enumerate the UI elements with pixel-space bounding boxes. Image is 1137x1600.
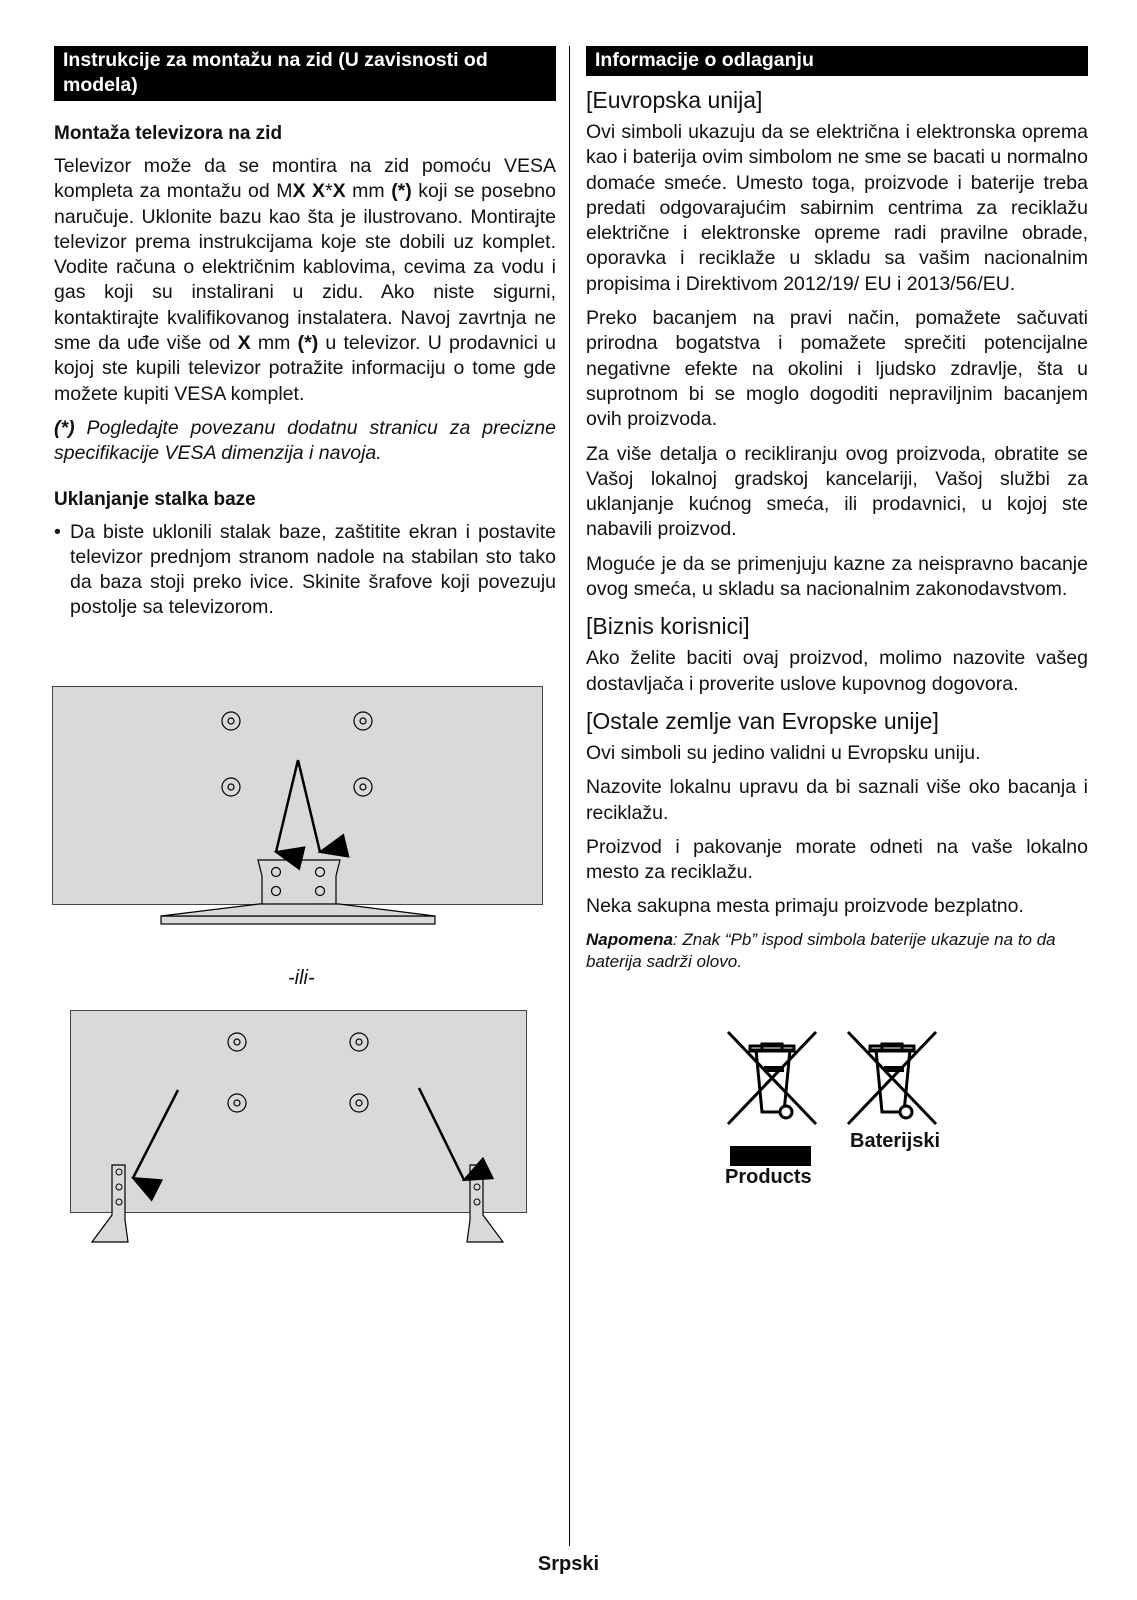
- paragraph-other-4: Neka sakupna mesta primaju proizvode bezplatno.: [586, 895, 1024, 918]
- page-footer-language: Srpski: [537, 1553, 600, 1575]
- paragraph-eu-3: Za više detalja o recikliranju ovog proizvoda, obratite se Vašoj lokalnoj gradskoj kancelariji, Vašoj službi za uklanjanje kućnog smeća, ili prodavnici, u kojoj ste nabavili proizvod.: [586, 442, 1088, 541]
- section-header-disposal: Informacije o odlaganju: [586, 46, 1088, 76]
- paragraph-eu-1: Ovi simboli ukazuju da se električna i elektronska oprema kao i baterija ovim simbolom ne sme se bacati u normalno domaće smeće. Umesto toga, proizvode i baterije treba predati odgovarajućim sabirnim centrima za reciklažu električne i elektronske opreme radi pravilne obrade, oporavka i reciklaže u skladu sa vašim nacionalnim propisima i Direktivom 2012/19/ EU i 2013/56/EU.: [586, 121, 1088, 295]
- paragraph-other-3: Proizvod i pakovanje morate odneti na vaše lokalno mesto za reciklažu.: [586, 835, 1088, 884]
- lead-note: Napomena: Znak “Pb” ispod simbola baterije ukazuje na to da baterija sadrži olovo.: [586, 929, 1056, 971]
- paragraph-eu-4: Moguće je da se primenjuju kazne za neispravno bacanje ovog smeća, u skladu sa nacionalnim zakonodavstvom.: [586, 552, 1088, 601]
- tv-back-stand-icon: [52, 686, 544, 932]
- label-products: Products: [725, 1166, 812, 1188]
- paragraph-other-2: Nazovite lokalnu upravu da bi saznali više oko bacanja i reciklažu.: [586, 776, 1088, 824]
- heading-other-countries: [Ostale zemlje van Evropske unije]: [586, 707, 939, 734]
- heading-eu: [Euvropska unija]: [586, 87, 763, 113]
- paragraph-other-1: Ovi simboli su jedino validni u Evropsku uniju.: [586, 741, 981, 764]
- subheading-wall-mount: Montaža televizora na zid: [54, 123, 283, 144]
- paragraph-eu-2: Preko bacanjem na pravi način, pomažete sačuvati prirodna bogatstva i pomažete sprečiti potencijalne negativne efekte na okolini i ljudsko zdravlje, šta u suprotnom bi se moglo dogoditi nepraviljnim bacanjem ovih proizvoda.: [586, 307, 1088, 431]
- column-divider: [569, 46, 570, 1546]
- left-column: [54, 46, 556, 630]
- paragraph-wall-mount: Televizor može da se montira na zid pomoću VESA kompleta za montažu od MX X*X mm (*) koji se posebno naručuje. Uklonite bazu kao šta je ilustrovano. Montirajte televizor prema instrukcijama koje ste dobili uz komplet. Vodite računa o električnim kablovima, cevima za vodu i gas koji su instalirani u zidu. Ako niste sigurni, kontaktirajte kvalifikovanog instalatera. Navoj zavrtnja ne sme da uđe više od X mm (*) u televizor. U prodavnici u kojoj ste kupili televizor potražite informaciju o tome gde možete kupiti VESA komplet.: [54, 155, 556, 405]
- paragraph-business: Ako želite baciti ovaj proizvod, molimo nazovite vašeg dostavljača i proverite uslove kupovnog dogovora.: [586, 647, 1088, 695]
- bullet-stand-removal: • Da biste uklonili stalak baze, zaštitite ekran i postavite televizor prednjom stranom nadole na stabilan sto tako da baza stoji preko ivice. Skinite šrafove koji povezuju postolje sa televizorom.: [54, 520, 556, 619]
- section-header-wall-mount: Instrukcije za montažu na zid (U zavisnosti od modela): [54, 46, 556, 101]
- crossed-bin-icon-battery: [842, 1028, 942, 1128]
- heading-business: [Biznis korisnici]: [586, 613, 750, 640]
- subheading-stand-removal: Uklanjanje stalka baze: [54, 488, 256, 510]
- crossed-bin-icon: [722, 1028, 822, 1128]
- or-label: -ili-: [288, 967, 315, 989]
- tv-back-feet-icon: [70, 1010, 540, 1248]
- weee-bar: [730, 1146, 811, 1166]
- vesa-note: (*) Pogledajte povezanu dodatnu stranicu za precizne specifikacije VESA dimenzija i navoja.: [54, 416, 556, 465]
- label-battery: Baterijski: [850, 1130, 941, 1152]
- right-column: [586, 46, 1088, 981]
